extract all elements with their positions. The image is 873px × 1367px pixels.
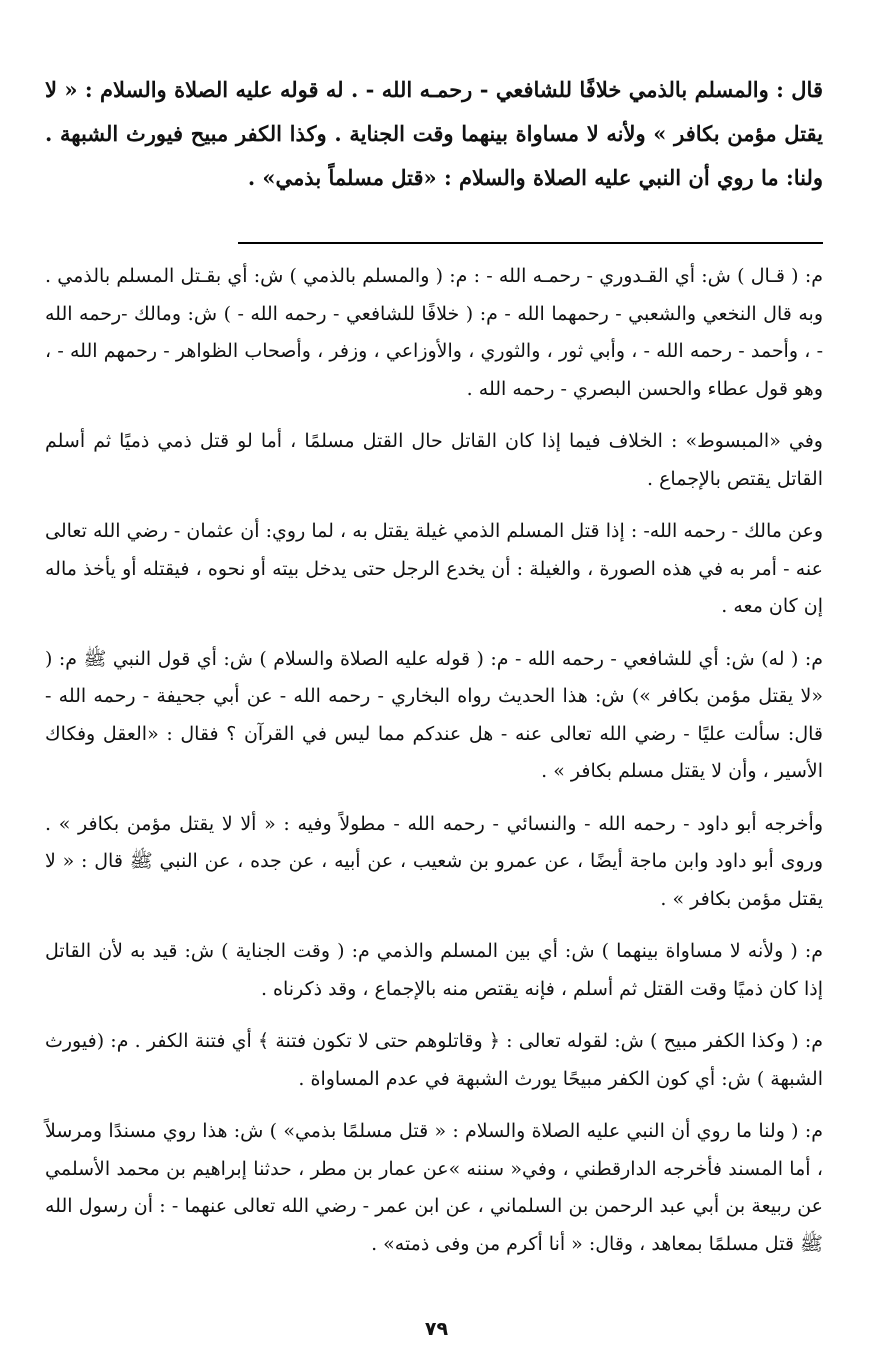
commentary-paragraph-4: م: ( له) ش: أي للشافعي - رحمه الله - م: ( قوله عليه الصلاة والسلام ) ش: أي قول النبي ﷺ م: ( «لا يقتل مؤمن بكافر ») ش: هذا الحديث رواه البخاري - رحمه الله - عن أبي جحيفة - رحمه الله - قال: سألت عليًا - رضي الله تعالى عنه - هل عندكم مما ليس في القرآن ؟ فقال : «العقل وفكاك الأسير ، وأن لا يقتل مسلم بكافر » . [45,647,823,782]
page-body [45,68,823,1278]
commentary-paragraph-3: وعن مالك - رحمه الله- : إذا قتل المسلم الذمي غيلة يقتل به ، لما روي: أن عثمان - رضي الله تعالى عنه - أمر به في هذه الصورة ، والغيلة : أن يخدع الرجل حتى يدخل بيته أو نحوه ، فيقتله أو يأخذ ماله إن كان معه . [45,520,823,617]
commentary-paragraph-7: م: ( وكذا الكفر مبيح ) ش: لقوله تعالى : ﴿ وقاتلوهم حتى لا تكون فتنة ﴾ أي فتنة الكفر . م: (فيورث الشبهة ) ش: أي كون الكفر مبيحًا يورث الشبهة في عدم المساواة . [45,1030,823,1090]
main-text-block [45,68,823,200]
page-number: ٧٩ [424,1318,449,1340]
commentary-paragraph-2: وفي «المبسوط» : الخلاف فيما إذا كان القاتل حال القتل مسلمًا ، أما لو قتل ذمي ذميًا ثم أسلم القاتل يقتص بالإجماع . [45,430,823,490]
commentary-paragraph-6: م: ( ولأنه لا مساواة بينهما ) ش: أي بين المسلم والذمي م: ( وقت الجناية ) ش: قيد به لأن القاتل إذا كان ذميًا وقت القتل ثم أسلم ، فإنه يقتص منه بالإجماع ، وقد ذكرناه . [45,940,823,1000]
commentary-paragraph-5: وأخرجه أبو داود - رحمه الله - والنسائي - رحمه الله - مطولاً وفيه : « ألا لا يقتل مؤمن بكافر » . وروى أبو داود وابن ماجة أيضًا ، عن عمرو بن شعيب ، عن أبيه ، عن جده ، عن النبي ﷺ قال : « لا يقتل مؤمن بكافر » . [45,812,823,910]
commentary-block [45,258,823,1263]
commentary-paragraph-1: م: ( قـال ) ش: أي القـدوري - رحمـه الله - : م: ( والمسلم بالذمي ) ش: أي بقـتل المسلم بالذمي . وبه قال النخعي والشعبي - رحمهما الله - م: ( خلافًا للشافعي - رحمه الله - ) ش: ومالك -رحمه الله - ، وأحمد - رحمه الله - ، وأبي ثور ، والثوري ، والأوزاعي ، وزفر ، وأصحاب الظواهر - رحمهم الله - ، وهو قول عطاء والحسن البصري - رحمه الله . [45,265,823,400]
footnote-divider [238,242,823,244]
commentary-paragraph-8: م: ( ولنا ما روي أن النبي عليه الصلاة والسلام : « قتل مسلمًا بذمي» ) ش: هذا روي مسندًا ومرسلاً ، أما المسند فأخرجه الدارقطني ، وفي« سننه »عن عمار بن مطر ، حدثنا إبراهيم بن محمد الأسلمي عن ربيعة بن أبي عبد الرحمن بن السلماني ، عن ابن عمر - رضي الله تعالى عنهما - : أن رسول الله ﷺ قتل مسلمًا بمعاهد ، وقال: « أنا أكرم من وفى ذمته» . [45,1120,823,1255]
main-text-paragraph: قال : والمسلم بالذمي خلافًا للشافعي - رحمـه الله - . له قوله عليه الصلاة والسلام : « لا يقتل مؤمن بكافر » ولأنه لا مساواة بينهما وقت الجناية . وكذا الكفر مبيح فيورث الشبهة . ولنا: ما روي أن النبي عليه الصلاة والسلام : «قتل مسلماً بذمي» . [45,77,823,190]
